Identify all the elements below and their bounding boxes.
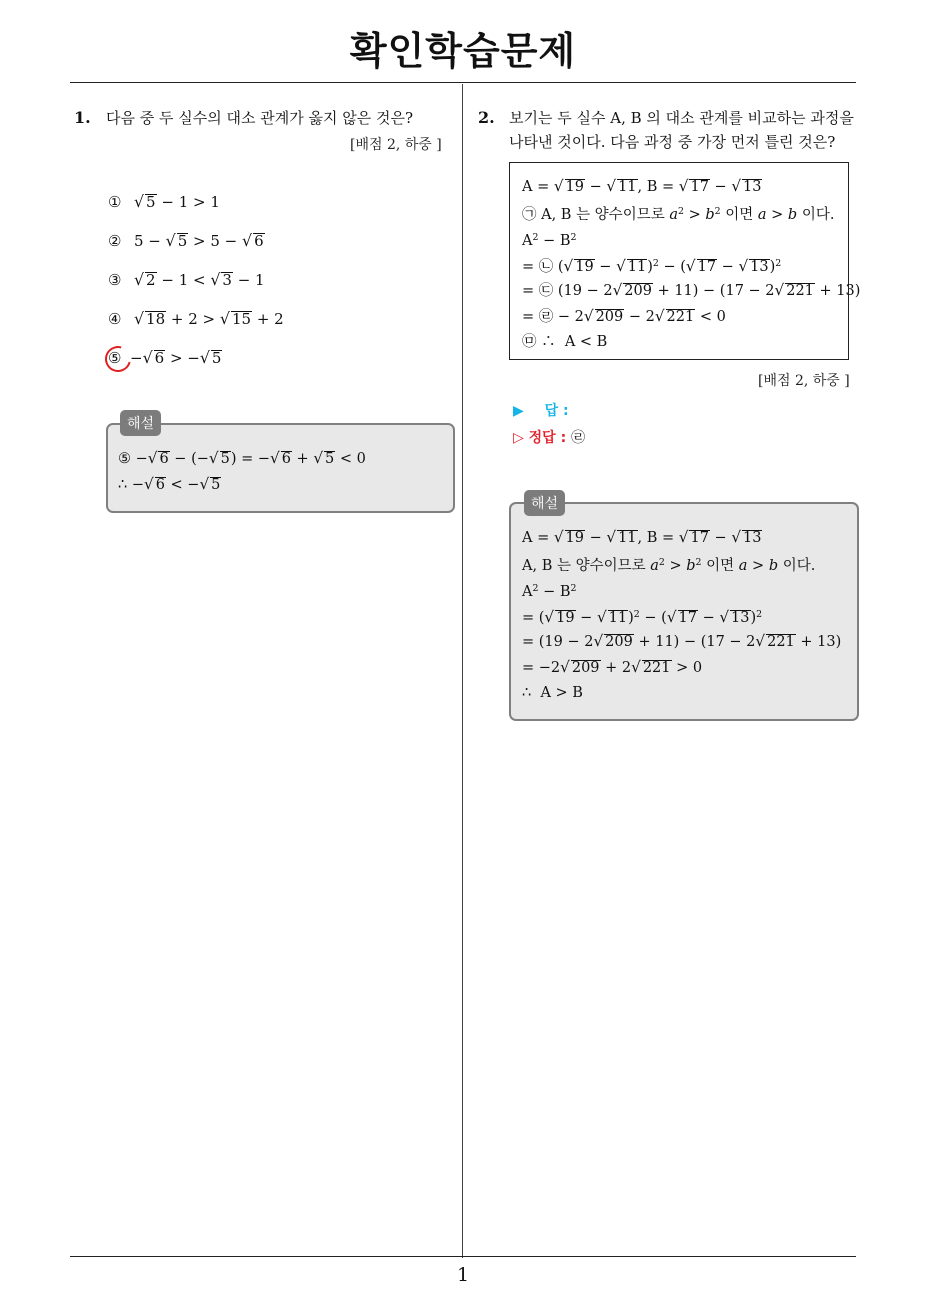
view-line: = ㉡ (√ 19 − √ 11)$^2$ − (√ 17 − √ 13)$^2$: [522, 257, 782, 276]
choice-number: ④: [108, 309, 122, 328]
question-2-view-box: [509, 162, 861, 360]
question-1-text: [106, 106, 413, 130]
solution-line: ∴ −√ 6 < −√ 5: [118, 475, 221, 493]
q1-text: 다음 중 두 실수의 대소 관계가 옳지 않은 것은?: [106, 109, 414, 127]
choice-number: ③: [108, 270, 122, 289]
solution-line: = (19 − 2√ 209 + 11) − (17 − 2√ 221 + 13): [522, 632, 842, 650]
page-number: 1: [456, 1264, 470, 1286]
correct-answer-row: [513, 427, 585, 447]
choice-expression: −√ 6 > −√ 5: [130, 348, 222, 367]
solution-line: = −2√ 209 + 2√ 221 > 0: [522, 658, 703, 676]
choice-4[interactable]: [108, 299, 284, 338]
choice-expression: √ 5 − 1 > 1: [134, 192, 220, 211]
question-1-solution-box: [106, 423, 455, 513]
answer-row: [513, 400, 569, 420]
bottom-rule: [70, 1256, 856, 1257]
choice-number: ①: [108, 192, 122, 211]
view-line: $A^2 - B^2$: [522, 232, 577, 250]
solution-line: A, B 는 양수이므로 $a^2 > b^2$ 이면 a > b 이다.: [522, 557, 816, 575]
top-rule: [70, 82, 856, 83]
outline-arrow-icon: ▷: [513, 430, 524, 446]
answer-mark-circle: [100, 341, 136, 377]
question-1-meta: [배점 2, 하중 ]: [350, 137, 442, 153]
view-line: = ㉣ − 2√ 209 − 2√ 221 < 0: [522, 307, 726, 325]
play-arrow-icon: ▶: [513, 403, 524, 419]
q2-text-line-1: 보기는 두 실수 A, B 의 대소 관계를 비교하는 과정을: [509, 109, 854, 127]
q2-text-line-2: 나타낸 것이다. 다음 과정 중 가장 먼저 틀린 것은?: [509, 133, 836, 151]
choice-expression: 5 − √ 5 > 5 − √ 6: [134, 231, 264, 250]
question-2-text: [509, 106, 854, 154]
solution-line: ∴ A > B: [522, 685, 583, 701]
solution-line: $A^2 - B^2$: [522, 583, 577, 601]
view-line: = ㉢ (19 − 2√ 209 + 11) − (17 − 2√ 221 + 13): [522, 281, 861, 299]
page-title: 확인학습문제: [349, 29, 577, 73]
view-line: A = √ 19 − √ 11, B = √ 17 − √ 13: [522, 177, 762, 195]
choice-2[interactable]: [108, 221, 284, 260]
choice-number: ⑤: [108, 348, 122, 367]
solution-line: ⑤ −√ 6 − (−√ 5) = −√ 6 + √ 5 < 0: [118, 449, 366, 467]
choice-3[interactable]: [108, 260, 284, 299]
correct-value: ㉣: [571, 430, 586, 446]
choice-expression: √ 18 + 2 > √ 15 + 2: [134, 309, 284, 328]
choice-1[interactable]: [108, 182, 284, 221]
choice-expression: √ 2 − 1 < √ 3 − 1: [134, 270, 265, 289]
question-2-meta: [배점 2, 하중 ]: [758, 373, 850, 389]
choice-number: ②: [108, 231, 122, 250]
solution-line: A = √ 19 − √ 11, B = √ 17 − √ 13: [522, 528, 762, 546]
question-2-solution-tag: 해설: [524, 490, 565, 516]
correct-label: 정답 :: [528, 430, 567, 446]
question-1-solution-tag: 해설: [120, 410, 161, 436]
answer-label: 답 :: [544, 403, 569, 419]
question-1-choices: [108, 182, 284, 377]
question-2-solution-box: [509, 502, 859, 721]
solution-line: = (√ 19 − √ 11)$^2$ − (√ 17 − √ 13)$^2$: [522, 608, 763, 627]
view-line: ㉤ ∴ A < B: [522, 334, 608, 350]
view-line: ㉠ A, B 는 양수이므로 $a^2 > b^2$ 이면 a > b 이다.: [522, 206, 835, 224]
choice-5[interactable]: [108, 338, 284, 377]
question-2-number: 2.: [478, 108, 495, 127]
question-1-number: 1.: [74, 108, 91, 127]
column-divider: [462, 84, 463, 1258]
